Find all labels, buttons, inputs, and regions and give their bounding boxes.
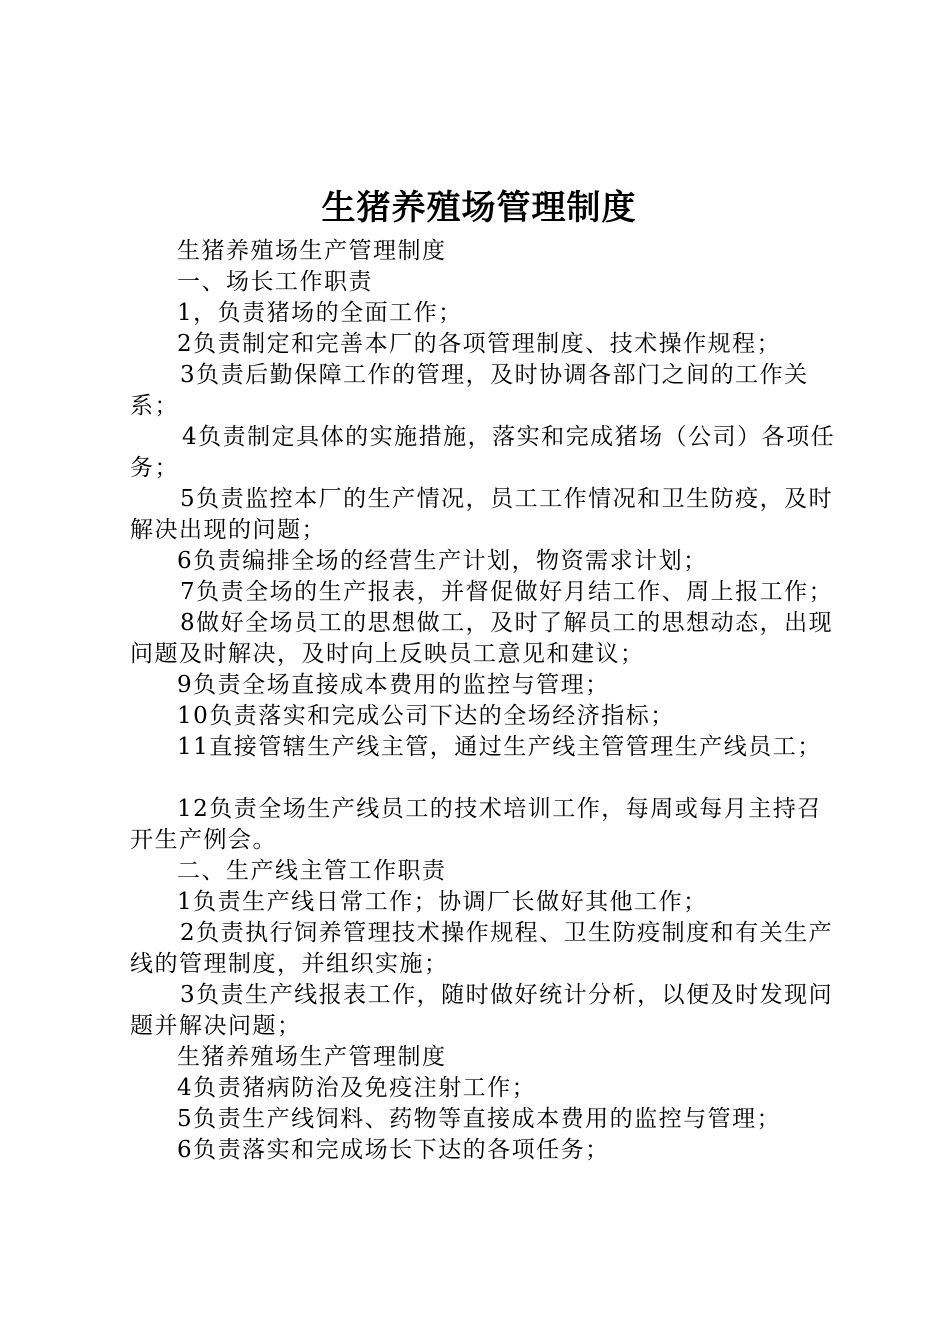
paragraph: 1，负责猪场的全面工作； <box>177 300 463 326</box>
paragraph: 1负责生产线日常工作；协调厂长做好其他工作； <box>177 889 708 915</box>
paragraph: 3负责生产线报表工作，随时做好统计分析，以便及时发现问题并解决问题； <box>130 982 834 1039</box>
paragraph: 8做好全场员工的思想做工，及时了解员工的思想动态，出现问题及时解决，及时向上反映员工意见和建议； <box>130 610 834 667</box>
paragraph: 5负责监控本厂的生产情况，员工工作情况和卫生防疫，及时解决出现的问题； <box>130 486 834 543</box>
paragraph: 2负责执行饲养管理技术操作规程、卫生防疫制度和有关生产线的管理制度，并组织实施； <box>130 920 834 977</box>
document-title: 生猪养殖场管理制度 <box>321 188 637 228</box>
paragraph: 生猪养殖场生产管理制度 <box>177 1044 447 1070</box>
paragraph: 9负责全场直接成本费用的监控与管理； <box>177 672 610 698</box>
paragraph: 3负责后勤保障工作的管理，及时协调各部门之间的工作关系； <box>130 362 809 419</box>
paragraph: 4负责猪病防治及免疫注射工作； <box>177 1075 537 1101</box>
paragraph: 6负责编排全场的经营生产计划，物资需求计划； <box>177 548 708 574</box>
paragraph: 10负责落实和完成公司下达的全场经济指标； <box>177 703 675 729</box>
section-heading: 二、生产线主管工作职责 <box>177 858 447 884</box>
paragraph: 6负责落实和完成场长下达的各项任务； <box>177 1137 610 1163</box>
paragraph: 5负责生产线饲料、药物等直接成本费用的监控与管理； <box>177 1106 782 1132</box>
paragraph: 12负责全场生产线员工的技术培训工作，每周或每月主持召开生产例会。 <box>130 796 822 853</box>
paragraph: 7负责全场的生产报表，并督促做好月结工作、周上报工作； <box>180 579 834 605</box>
section-heading: 一、场长工作职责 <box>177 269 373 295</box>
paragraph: 2负责制定和完善本厂的各项管理制度、技术操作规程； <box>177 331 782 357</box>
document-body <box>130 236 842 1166</box>
paragraph: 生猪养殖场生产管理制度 <box>177 238 447 264</box>
paragraph: 4负责制定具体的实施措施，落实和完成猪场（公司）各项任务； <box>130 424 836 481</box>
paragraph: 11直接管辖生产线主管，通过生产线主管管理生产线员工； <box>177 734 822 760</box>
blank-line <box>130 763 842 794</box>
